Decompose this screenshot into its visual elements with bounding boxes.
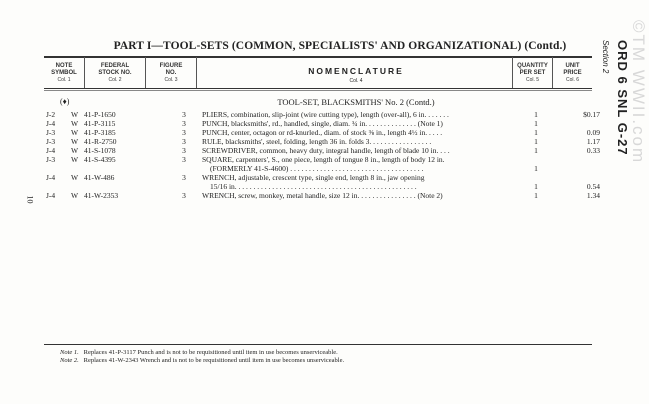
stock-number: 41-P-3185: [84, 128, 116, 137]
note-symbol: J-2: [46, 110, 56, 119]
stock-number: 41-P-3115: [84, 119, 116, 128]
nomenclature: RULE, blacksmiths', steel, folding, length 36 in. folds 3. . . . . . . . . . . . . . . . .: [202, 137, 432, 146]
col-header-nomenclature: NOMENCLATURE: [308, 66, 404, 76]
stock-number: 41-R-2750: [84, 137, 117, 146]
note-symbol: J-4: [46, 191, 56, 200]
col-header-figure-no: FIGURE NO. Col. 3: [159, 63, 183, 83]
nomenclature: 15/16 in. . . . . . . . . . . . . . . . . . . . . . . . . . . . . . . . . . . . . . . . . . . . . . . . .: [210, 182, 417, 191]
side-subtitle: Section 2: [601, 40, 610, 74]
nomenclature: PUNCH, blacksmiths', rd., handled, single, diam. ¾ in. . . . . . . . . . . . . . (Note 1): [202, 119, 443, 128]
note-symbol: J-4: [46, 146, 56, 155]
quantity: 1: [534, 164, 538, 173]
figure-number: 3: [182, 119, 186, 128]
nomenclature: (FORMERLY 41-S-4600) . . . . . . . . . . . . . . . . . . . . . . . . . . . . . . . . . . . .: [210, 164, 424, 173]
col-divider: [196, 57, 197, 88]
w-marker: W: [71, 155, 79, 164]
quantity: 1: [534, 128, 538, 137]
stock-number: 41-W-2353: [84, 191, 119, 200]
unit-price: 1.34: [586, 191, 600, 200]
unit-price: 0.09: [586, 128, 600, 137]
note-symbol: J-3: [46, 128, 56, 137]
stock-number: 41-W-486: [84, 173, 115, 182]
w-marker: W: [71, 128, 79, 137]
side-title: ORD 6 SNL G-27: [615, 40, 630, 156]
w-marker: W: [71, 119, 79, 128]
quantity: 1: [534, 191, 538, 200]
figure-number: 3: [182, 110, 186, 119]
w-marker: W: [71, 173, 79, 182]
figure-number: 3: [182, 146, 186, 155]
nomenclature: SCREWDRIVER, common, heavy duty, integral handle, length of blade 10 in. . . .: [202, 146, 450, 155]
quantity: 1: [534, 119, 538, 128]
footnote-label: Note 1.: [60, 349, 79, 356]
header-rule-bottom: [44, 88, 592, 89]
figure-number: 3: [182, 137, 186, 146]
figure-number: 3: [182, 173, 186, 182]
quantity: 1: [534, 182, 538, 191]
section-rule: [44, 90, 592, 91]
notes-rule: [44, 344, 592, 345]
nomenclature: WRENCH, screw, monkey, metal handle, size 12 in. . . . . . . . . . . . . . . . (Note 2): [202, 191, 443, 200]
unit-price: 0.33: [586, 146, 600, 155]
page-title: PART I—TOOL-SETS (COMMON, SPECIALISTS' AND ORGANIZATIONAL) (Contd.): [113, 40, 567, 52]
note-symbol: J-4: [46, 119, 56, 128]
quantity: 1: [534, 110, 538, 119]
stock-number: 41-P-1650: [84, 110, 116, 119]
header-rule-top: [44, 56, 592, 58]
footnote-label: Note 2.: [60, 357, 79, 364]
watermark: ©TM WWII.com: [629, 20, 648, 165]
stock-number: 41-S-4395: [84, 155, 116, 164]
w-marker: W: [71, 137, 79, 146]
footnote: [60, 357, 344, 365]
unit-price: 0.54: [586, 182, 600, 191]
col-header-stock-no: FEDERAL STOCK NO. Col. 2: [98, 63, 132, 83]
col-header-unit-price: UNIT PRICE Col. 6: [563, 63, 582, 83]
stock-number: 41-S-1078: [84, 146, 116, 155]
footnote: [60, 349, 344, 357]
figure-number: 3: [182, 191, 186, 200]
footnote-text: Replaces 41-P-3117 Punch and is not to be requisitioned until item in use becomes unserviceable.: [83, 349, 338, 356]
nomenclature: PLIERS, combination, slip-joint (wire cutting type), length (over-all), 6 in. . . . . . .: [202, 110, 449, 119]
table-row: [46, 191, 606, 201]
note-symbol: J-4: [46, 173, 56, 182]
figure-number: 3: [182, 128, 186, 137]
unit-price: 1.17: [586, 137, 600, 146]
col-header-note-symbol: NOTE SYMBOL Col. 1: [51, 63, 77, 83]
footnote-text: Replaces 41-W-2343 Wrench and is not to be requisitioned until item in use becomes unserviceable.: [83, 357, 345, 364]
col-header-quantity: QUANTITY PER SET Col. 5: [517, 63, 548, 83]
w-marker: W: [71, 146, 79, 155]
figure-number: 3: [182, 155, 186, 164]
nomenclature: PUNCH, center, octagon or rd-knurled., diam. of stock ⅜ in., length 4½ in. . . . .: [202, 128, 443, 137]
nomenclature: WRENCH, adjustable, crescent type, single end, length 8 in., jaw opening: [202, 173, 425, 182]
nomenclature: SQUARE, carpenters', S., one piece, length of tongue 8 in., length of body 12 in.: [202, 155, 445, 164]
w-marker: W: [71, 110, 79, 119]
footnotes: [60, 349, 344, 365]
unit-price: $0.17: [583, 110, 600, 119]
quantity: 1: [534, 137, 538, 146]
col-header-nomenclature-col: Col. 4: [349, 78, 363, 84]
quantity: 1: [534, 146, 538, 155]
page-number: 10: [25, 195, 35, 204]
w-marker: W: [71, 191, 79, 200]
note-symbol: J-3: [46, 155, 56, 164]
section-title: TOOL-SET, BLACKSMITHS' No. 2 (Contd.): [277, 97, 435, 107]
note-symbol: J-3: [46, 137, 56, 146]
section-marker: (♦): [60, 97, 70, 106]
